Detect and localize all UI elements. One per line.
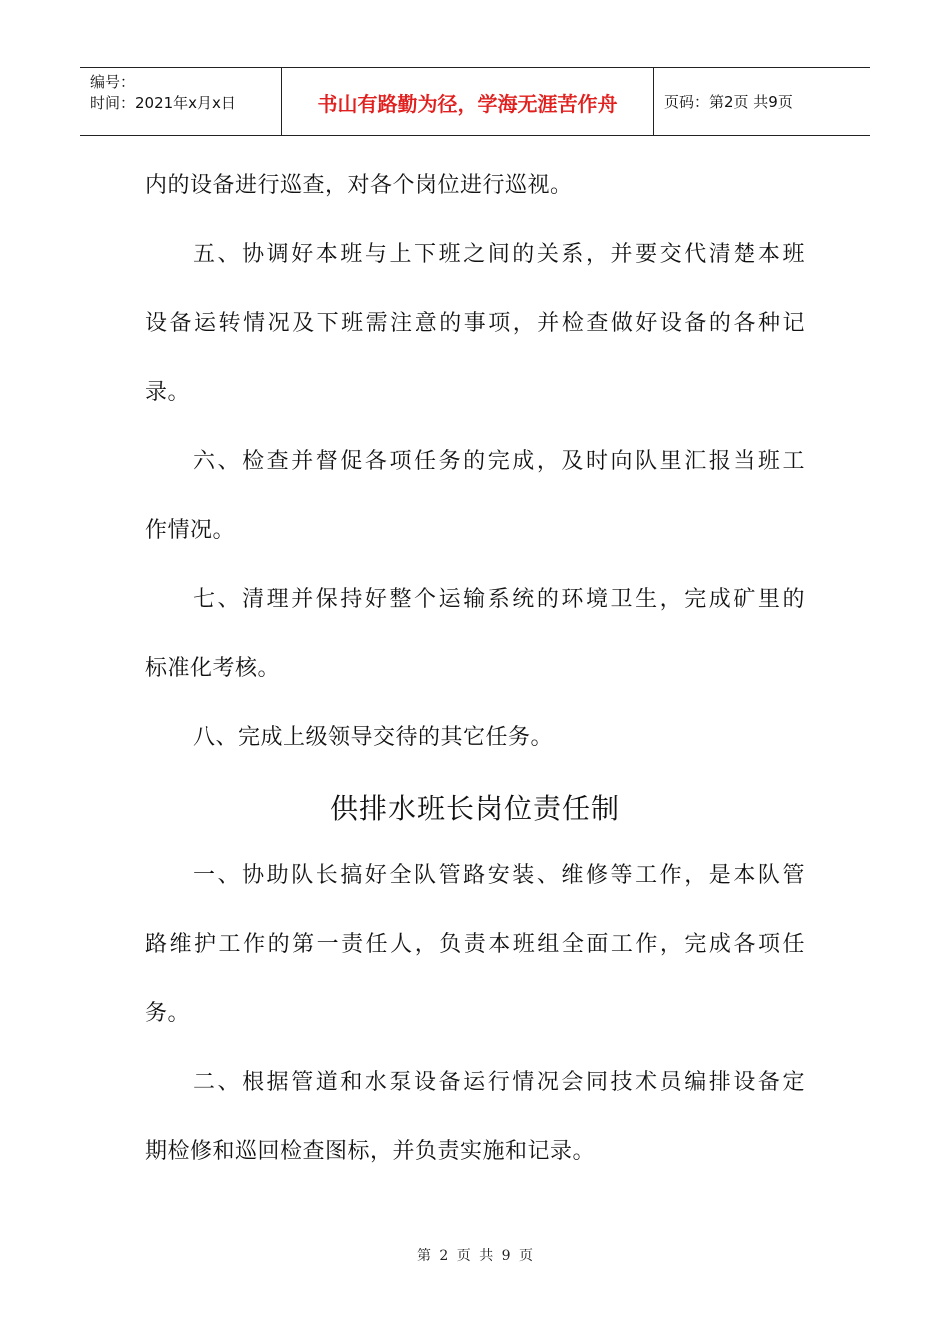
header-page-info: 页码：第2页 共9页 bbox=[664, 93, 793, 111]
body-line: 一、协助队长搞好全队管路安装、维修等工作，是本队管 bbox=[193, 863, 805, 888]
body-line: 录。 bbox=[145, 380, 191, 405]
body-line: 二、根据管道和水泵设备运行情况会同技术员编排设备定 bbox=[193, 1070, 805, 1095]
page-footer: 第 2 页 共 9 页 bbox=[416, 1248, 534, 1264]
date-label: 时间：2021年x月x日 bbox=[90, 94, 236, 112]
body-line: 作情况。 bbox=[145, 518, 236, 543]
body-line: 设备运转情况及下班需注意的事项，并检查做好设备的各种记 bbox=[145, 311, 805, 336]
body-line: 标准化考核。 bbox=[145, 656, 281, 681]
body-line: 期检修和巡回检查图标，并负责实施和记录。 bbox=[145, 1139, 596, 1164]
body-line: 七、清理并保持好整个运输系统的环境卫生，完成矿里的 bbox=[193, 587, 805, 612]
doc-number-label: 编号： bbox=[90, 73, 136, 91]
body-line: 八、完成上级领导交待的其它任务。 bbox=[193, 725, 554, 750]
page-header bbox=[80, 67, 870, 136]
body-line: 五、协调好本班与上下班之间的关系，并要交代清楚本班 bbox=[193, 242, 805, 267]
body-line: 内的设备进行巡查，对各个岗位进行巡视。 bbox=[145, 173, 573, 198]
header-motto: 书山有路勤为径，学海无涯苦作舟 bbox=[282, 68, 654, 135]
body-line: 六、检查并督促各项任务的完成，及时向队里汇报当班工 bbox=[193, 449, 805, 474]
body-line: 路维护工作的第一责任人，负责本班组全面工作，完成各项任 bbox=[145, 932, 805, 957]
body-line: 务。 bbox=[145, 1001, 191, 1026]
document-body bbox=[145, 156, 805, 1191]
header-meta-cell bbox=[80, 68, 282, 135]
section-title: 供排水班长岗位责任制 bbox=[329, 792, 620, 825]
